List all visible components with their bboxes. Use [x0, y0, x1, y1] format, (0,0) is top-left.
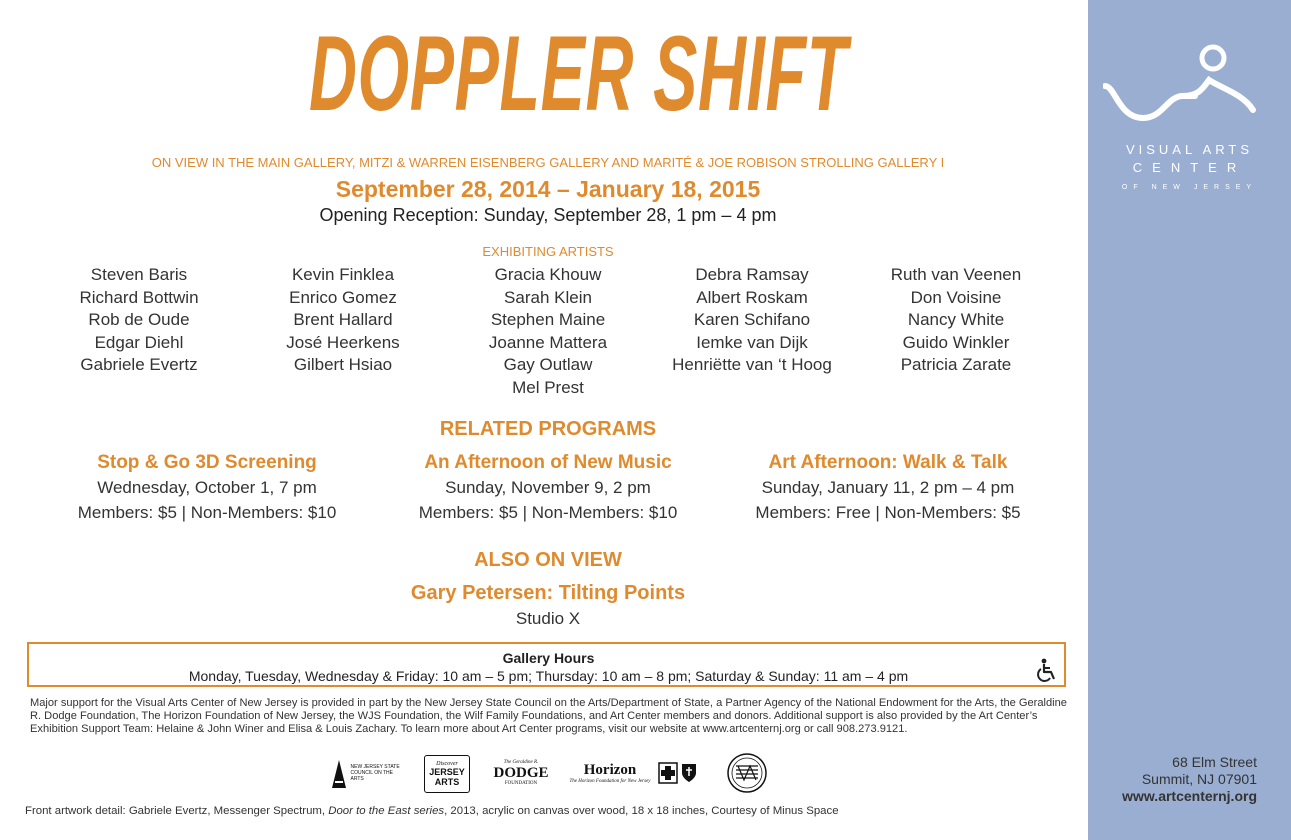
artist-name: Albert Roskam: [696, 287, 808, 307]
address-city: Summit, NJ 07901: [1141, 771, 1257, 787]
artist-name: Brent Hallard: [293, 310, 393, 330]
foundation-seal-icon: [726, 752, 768, 794]
artist-name: Gay Outlaw: [503, 355, 593, 375]
jersey-arts-text: JERSEY ARTS: [429, 767, 465, 787]
artist-name: Stephen Maine: [490, 310, 606, 330]
artwork-credit: [25, 805, 839, 817]
program-when: Sunday, November 9, 2 pm: [445, 478, 651, 497]
artist-name: Patricia Zarate: [900, 355, 1012, 375]
artist-name: Gabriele Evertz: [80, 355, 198, 375]
gallery-hours-text: Monday, Tuesday, Wednesday & Friday: 10 am – 5 pm; Thursday: 10 am – 8 pm; Saturday & Sunday: 11 am – 4 pm: [188, 668, 909, 684]
dodge-bottom: FOUNDATION: [504, 781, 538, 786]
on-view-line: ON VIEW IN THE MAIN GALLERY, MITZI & WARREN EISENBERG GALLERY AND MARITÉ & JOE ROBISON STROLLING GALLERY I: [151, 155, 945, 170]
artist-column-5: [836, 264, 1076, 377]
wheelchair-accessible-icon: [1034, 658, 1058, 684]
org-name-line2: CENTER: [1132, 160, 1247, 175]
program-item: [718, 450, 1058, 525]
opening-reception: Opening Reception: Sunday, September 28, 1 pm – 4 pm: [319, 205, 777, 225]
program-title: An Afternoon of New Music: [424, 452, 672, 473]
gallery-hours-title: Gallery Hours: [502, 650, 595, 666]
program-title: Stop & Go 3D Screening: [97, 452, 317, 473]
program-when: Wednesday, October 1, 7 pm: [97, 478, 317, 497]
blue-cross-icon: [658, 762, 678, 784]
exhibition-title: DOPPLER SHIFT: [309, 13, 848, 133]
exhibiting-artists-label: EXHIBITING ARTISTS: [482, 244, 614, 259]
also-on-view-location: Studio X: [515, 609, 581, 628]
artist-name: Gilbert Hsiao: [293, 355, 393, 375]
program-item: [37, 450, 377, 525]
njsca-logo: [326, 752, 406, 794]
dodge-top: The Geraldine R.: [503, 760, 539, 765]
program-title: Art Afternoon: Walk & Talk: [768, 452, 1008, 473]
support-statement: Major support for the Visual Arts Center of New Jersey is provided in part by the New Jersey State Council on the Arts/Department of State, a Partner Agency of the National Endowment for the Arts, the Geraldine R. Dodge Foundation, The Horizon Foundation of New Jersey, the WJS Foundation, the Wilf Family Foundations, and Art Center members and donors. Additional support is also provided by the Art Center’s Exhibition Support Team: Helaine & John Winer and Elisa & Louis Zachary. To learn more about Art Center programs, visit our website at www.artcenternj.org or call 908.273.9121.: [30, 697, 1067, 735]
horizon-logo: [570, 752, 650, 794]
program-price: Members: Free | Non-Members: $5: [755, 503, 1021, 522]
website-link[interactable]: www.artcenternj.org: [1122, 788, 1257, 804]
artist-name: Enrico Gomez: [289, 287, 397, 307]
jersey-arts-logo: [424, 755, 470, 793]
org-name-line1: VISUAL ARTS: [1125, 142, 1254, 157]
visual-arts-center-logo-icon: [1103, 38, 1263, 133]
program-when: Sunday, January 11, 2 pm – 4 pm: [761, 478, 1015, 497]
program-item: [378, 450, 718, 525]
artist-name: Sarah Klein: [504, 287, 592, 307]
njsca-text: NEW JERSEY STATE COUNCIL ON THE ARTS: [350, 764, 400, 782]
dodge-logo: [493, 752, 549, 794]
horizon-sub: The Horizon Foundation for New Jersey: [569, 779, 651, 784]
org-name-line3: OF NEW JERSEY: [1121, 184, 1258, 191]
njsca-mark-icon: [330, 756, 348, 790]
dodge-text: DODGE: [493, 765, 549, 781]
artist-name: Kevin Finklea: [291, 265, 395, 284]
artist-name: Karen Schifano: [693, 310, 811, 330]
credit-suffix: , 2013, acrylic on canvas over wood, 18 x 18 inches, Courtesy of Minus Space: [444, 805, 839, 817]
program-price: Members: $5 | Non-Members: $10: [77, 503, 337, 522]
also-on-view-title: Gary Petersen: Tilting Points: [410, 582, 686, 604]
artist-name: Gracia Khouw: [494, 265, 602, 284]
jersey-arts-top: Discover: [436, 761, 458, 767]
gallery-hours-box: [27, 642, 1066, 687]
artist-name: Nancy White: [907, 310, 1005, 330]
artist-name: Iemke van Dijk: [696, 332, 808, 352]
artist-name: Henriëtte van ‘t Hoog: [672, 355, 832, 375]
address-street: 68 Elm Street: [1172, 754, 1257, 770]
exhibition-dates: September 28, 2014 – January 18, 2015: [335, 176, 761, 202]
artist-name: Rob de Oude: [88, 310, 190, 330]
program-price: Members: $5 | Non-Members: $10: [418, 503, 678, 522]
artist-name: José Heerkens: [286, 332, 400, 352]
horizon-text: Horizon: [583, 762, 637, 778]
artist-name: Guido Winkler: [902, 332, 1010, 352]
credit-prefix: Front artwork detail: Gabriele Evertz, Messenger Spectrum,: [25, 805, 329, 817]
artist-name: Steven Baris: [90, 265, 188, 284]
artist-column-2: [223, 264, 463, 377]
artist-name: Joanne Mattera: [488, 332, 608, 352]
artist-name: Ruth van Veenen: [890, 265, 1022, 284]
credit-series: Door to the East series: [328, 805, 445, 817]
artist-name: Edgar Diehl: [94, 332, 184, 352]
sponsor-logos: [320, 752, 780, 796]
also-on-view-heading: ALSO ON VIEW: [474, 549, 622, 571]
address-block: [1122, 754, 1257, 805]
artist-name: Debra Ramsay: [695, 265, 809, 284]
blue-shield-icon: [680, 762, 698, 784]
artist-name: Richard Bottwin: [79, 287, 199, 307]
artist-name: Mel Prest: [512, 377, 584, 397]
foundation-seal: [724, 752, 770, 794]
sidebar-panel: [1088, 0, 1291, 840]
bcbs-logo: [655, 752, 701, 794]
artist-name: Don Voisine: [910, 287, 1002, 307]
related-programs-heading: RELATED PROGRAMS: [439, 418, 657, 440]
